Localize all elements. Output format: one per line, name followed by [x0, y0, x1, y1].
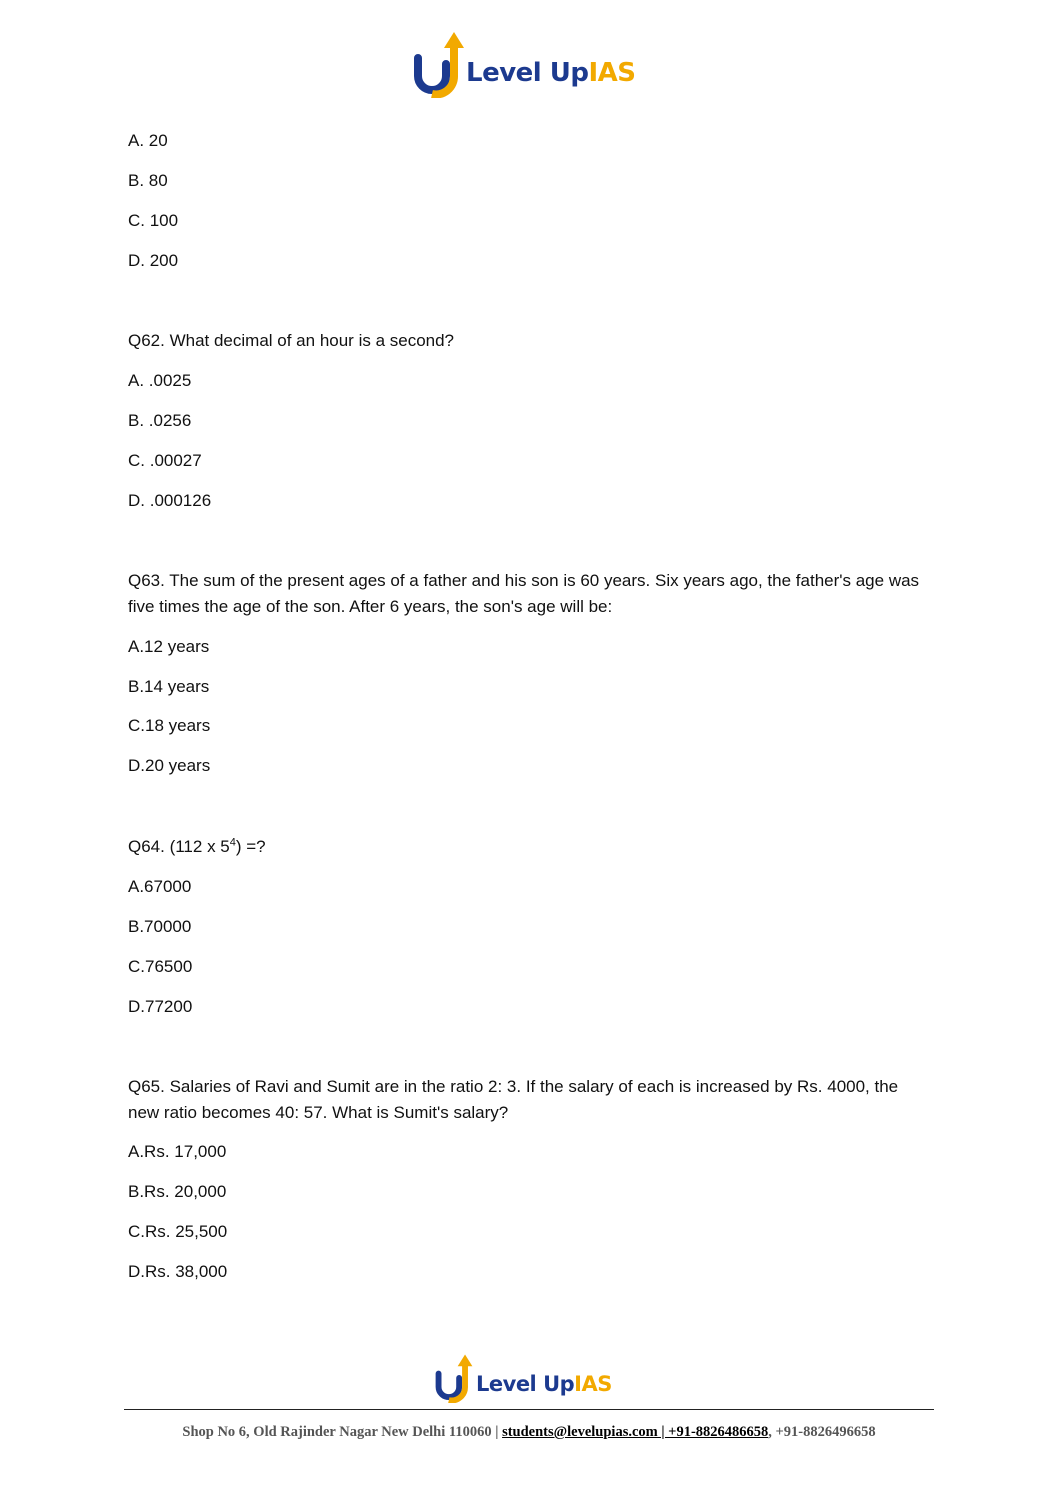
q64-exponent: 4 — [229, 836, 236, 849]
q63-option-b: B.14 years — [128, 677, 210, 696]
option-c: C. 100 — [128, 211, 179, 230]
q62-option-b: B. .0256 — [128, 411, 192, 430]
q64-suffix: ) =? — [235, 837, 266, 856]
q62-option-c: C. .00027 — [128, 451, 202, 470]
q63-option-a: A.12 years — [128, 637, 210, 656]
q64-option-b: B.70000 — [128, 917, 192, 936]
option-d: D. 200 — [128, 251, 179, 270]
footer-logo — [434, 1353, 612, 1403]
level-up-logo-icon — [414, 30, 464, 98]
footer-logo-text-level-up: Level Up — [476, 1372, 575, 1396]
footer-address: Shop No 6, Old Rajinder Nagar New Delhi 110060 | — [182, 1424, 503, 1440]
logo-text-level-up: Level Up — [466, 58, 589, 88]
question-64 — [128, 834, 266, 860]
q64-option-d: D.77200 — [128, 997, 193, 1016]
q65-option-a: A.Rs. 17,000 — [128, 1142, 227, 1161]
question-63: Q63. The sum of the present ages of a father and his son is 60 years. Six years ago, the father's age was five times the age of the son. After 6 years, the son's age will be: — [128, 571, 920, 616]
footer-contact-link[interactable]: students@levelupias.com | +91-8826486658 — [502, 1424, 769, 1440]
footer-contact-tail: , +91-8826496658 — [768, 1424, 876, 1440]
footer-divider — [124, 1409, 934, 1410]
header-logo — [414, 30, 636, 98]
q64-option-c: C.76500 — [128, 957, 193, 976]
q64-option-a: A.67000 — [128, 877, 192, 896]
question-62: Q62. What decimal of an hour is a second? — [128, 331, 455, 350]
question-65: Q65. Salaries of Ravi and Sumit are in the ratio 2: 3. If the salary of each is increased by Rs. 4000, the new ratio becomes 40: 57. What is Sumit's salary? — [128, 1077, 899, 1122]
q64-prefix: Q64. (112 x 5 — [128, 837, 230, 856]
q63-option-c: C.18 years — [128, 716, 211, 735]
q62-option-d: D. .000126 — [128, 491, 212, 510]
logo-text-ias: IAS — [588, 58, 636, 88]
level-up-logo-icon — [434, 1353, 474, 1403]
option-a: A. 20 — [128, 131, 168, 150]
q65-option-d: D.Rs. 38,000 — [128, 1262, 228, 1281]
q62-option-a: A. .0025 — [128, 371, 192, 390]
q65-option-c: C.Rs. 25,500 — [128, 1222, 228, 1241]
q63-option-d: D.20 years — [128, 756, 211, 775]
q65-option-b: B.Rs. 20,000 — [128, 1182, 227, 1201]
footer-logo-text-ias: IAS — [574, 1372, 612, 1396]
footer-contact — [124, 1423, 934, 1442]
option-b: B. 80 — [128, 171, 168, 190]
